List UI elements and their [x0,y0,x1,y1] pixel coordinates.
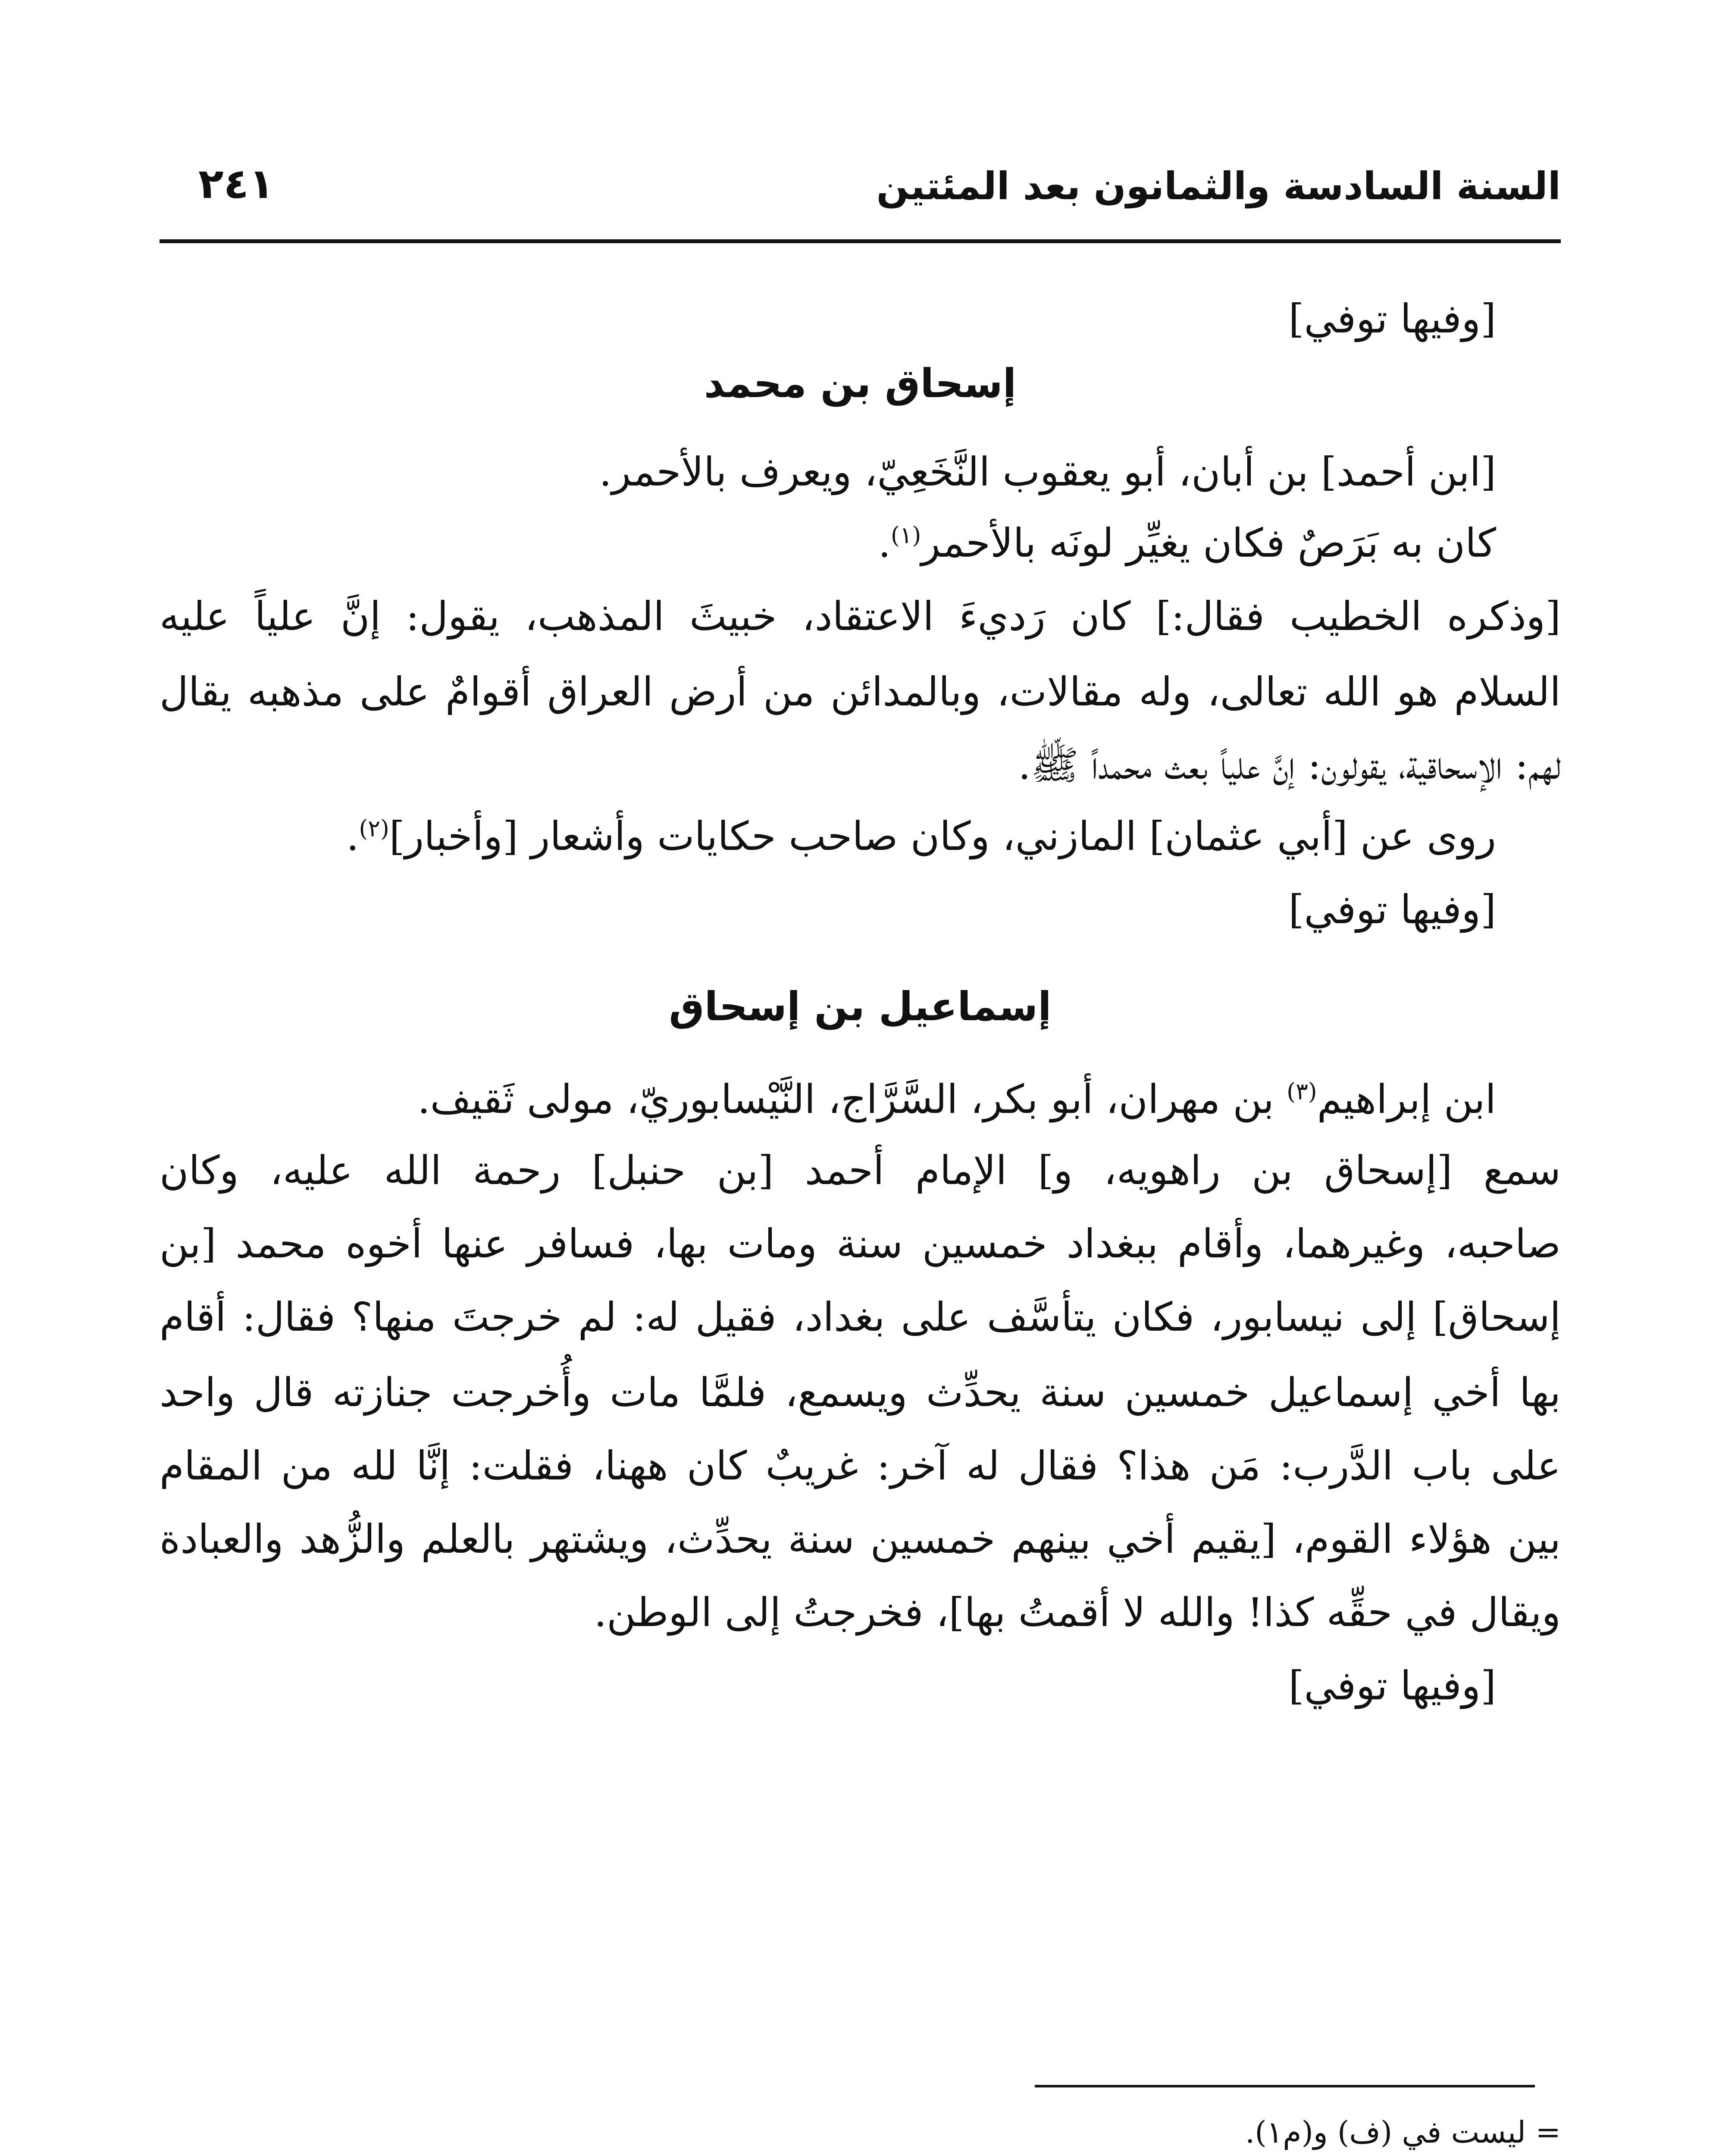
footnote-ref: (٢) [359,815,389,842]
death-note-line: [وفيها توفي] [1288,1663,1496,1709]
text-line: سمع [إسحاق بن راهويه، و] الإمام أحمد [بن حنبل] رحمة الله عليه، وكان [160,1147,1561,1194]
text-line [346,804,1496,869]
text-segment: . [346,813,359,859]
text-line [878,511,1496,576]
death-note-line: [وفيها توفي] [1288,887,1496,933]
text-line: لهم: الإسحاقية، يقولون: إنَّ علياً بعث محمداً ﷺ. [1018,742,1561,788]
text-segment: كان به بَرَصٌ فكان يغيِّر لونَه بالأحمر [921,520,1496,566]
entry-heading-ismail: إسماعيل بن إسحاق [669,984,1052,1030]
text-line: صاحبه، وغيرهما، وأقام ببغداد خمسين سنة ومات بها، فسافر عنها أخوه محمد [بن [160,1221,1561,1267]
text-segment: روى عن [أبي عثمان] المازني، وكان صاحب حكايات وأشعار [وأخبار] [389,813,1496,859]
text-line: [وذكره الخطيب فقال:] كان رَديءَ الاعتقاد، خبيثَ المذهب، يقول: إنَّ علياً عليه [160,593,1561,639]
footnote-rule [1035,2085,1535,2087]
text-segment: بن مهران، أبو بكر، السَّرَّاج، النَّيْسابوريّ، مولى ثَقيف. [417,1076,1274,1122]
text-line: ويقال في حقِّه كذا! والله لا أقمتُ بها]، فخرجتُ إلى الوطن. [594,1589,1561,1636]
text-line: [ابن أحمد] بن أبان، أبو يعقوب النَّخَعِيّ، ويعرف بالأحمر. [599,449,1496,495]
entry-heading-ishaq: إسحاق بن محمد [704,360,1017,407]
page-header [160,151,1561,224]
text-line: بها أخي إسماعيل خمسين سنة يحدِّث ويسمع، فلمَّا مات وأُخرجت جنازته قال واحد [160,1369,1561,1416]
text-line: السلام هو الله تعالى، وله مقالات، وبالمدائن من أرض العراق أقوامٌ على مذهبه يقال [160,669,1561,715]
footnote-line: = ليست في (ف) و(م١). [1245,2115,1561,2150]
text-line [417,1067,1496,1132]
death-note-line: [وفيها توفي] [1288,296,1496,342]
text-segment: . [878,520,891,566]
footnote-ref: (١) [890,521,921,549]
text-line: بين هؤلاء القوم، [يقيم أخي بينهم خمسين سنة يحدِّث، ويشتهر بالعلم والزُّهد والعبادة [160,1516,1561,1562]
text-segment: ابن إبراهيم [1317,1076,1496,1122]
text-line: على باب الدَّرب: مَن هذا؟ فقال له آخر: غريبٌ كان ههنا، فقلت: إنَّا لله من المقام [160,1443,1561,1489]
page-number: ٢٤١ [198,160,274,208]
header-rule [160,239,1561,243]
footnote-ref: (٣) [1287,1078,1317,1105]
running-title: السنة السادسة والثمانون بعد المئتين [876,164,1561,208]
text-line: إسحاق] إلى نيسابور، فكان يتأسَّف على بغداد، فقيل له: لم خرجتَ منها؟ فقال: أقام [160,1294,1561,1340]
